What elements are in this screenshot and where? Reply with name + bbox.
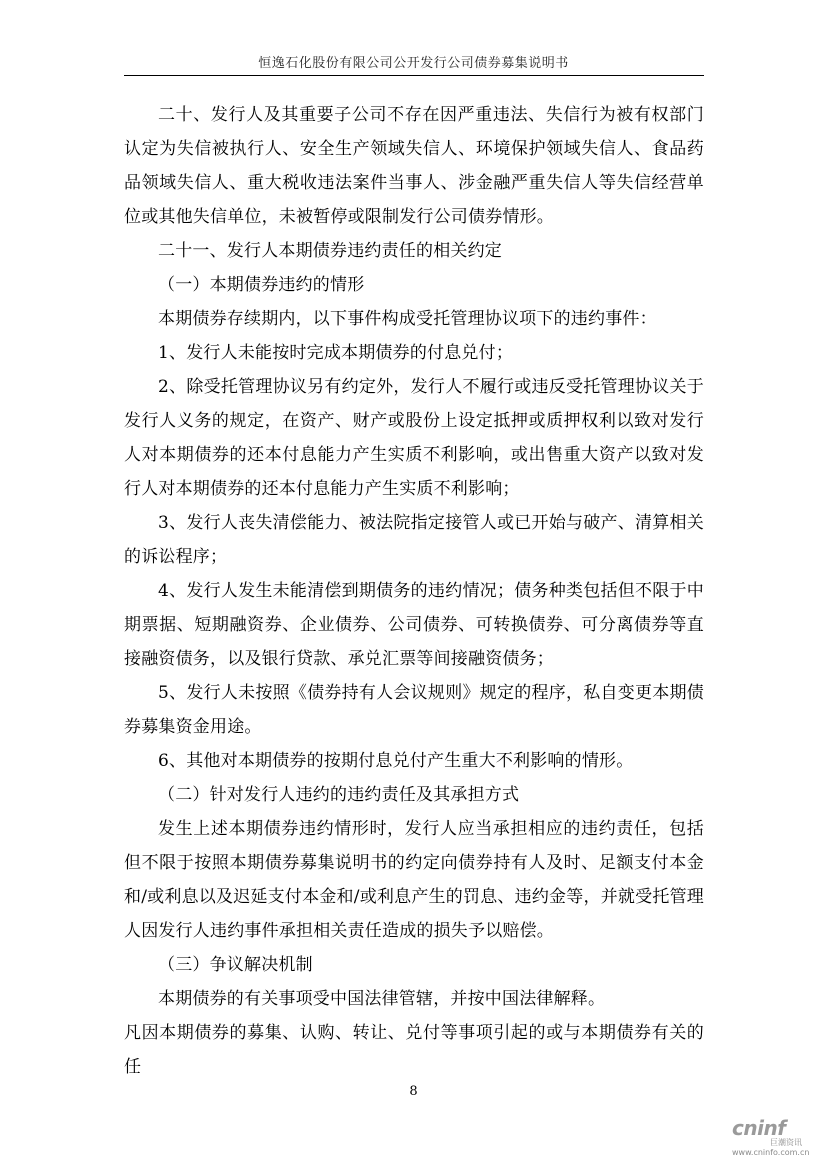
subsection-heading-2: （二）针对发行人违约的违约责任及其承担方式 <box>158 785 520 805</box>
list-item-2: 2、除受托管理协议另有约定外，发行人不履行或违反受托管理协议关于发行人义务的规定，在资产、财产或股份上设定抵押或质押权利以致对发行人对本期债券的还本付息能力产生实质不利影响，或出售重大资产以致对发行人对本期债券的还本付息能力产生实质不利影响； <box>124 377 704 499</box>
cninfo-watermark <box>732 1118 812 1162</box>
list-item-4: 4、发行人发生未能清偿到期债务的违约情况；债务种类包括但不限于中期票据、短期融资券、企业债券、公司债券、可转换债券、可分离债券等直接融资债务，以及银行贷款、承兑汇票等间接融资债务； <box>124 581 704 669</box>
document-body <box>124 98 704 1084</box>
list-item-6: 6、其他对本期债券的按期付息兑付产生重大不利影响的情形。 <box>158 751 634 771</box>
paragraph-dispute: 凡因本期债券的募集、认购、转让、兑付等事项引起的或与本期债券有关的任 <box>124 1023 704 1077</box>
paragraph-governing-law: 本期债券的有关事项受中国法律管辖，并按中国法律解释。 <box>158 989 606 1009</box>
paragraph-default-events-intro: 本期债券存续期内，以下事件构成受托管理协议项下的违约事件： <box>158 309 657 329</box>
list-item-1: 1、发行人未能按时完成本期债券的付息兑付； <box>158 343 514 363</box>
document-header-title: 恒逸石化股份有限公司公开发行公司债券募集说明书 <box>258 56 569 71</box>
subsection-heading-1: （一）本期债券违约的情形 <box>158 275 365 295</box>
section-heading-21: 二十一、发行人本期债券违约责任的相关约定 <box>158 241 502 261</box>
paragraph-liability: 发生上述本期债券违约情形时，发行人应当承担相应的违约责任，包括但不限于按照本期债券募集说明书的约定向债券持有人及时、足额支付本金和/或利息以及迟延支付本金和/或利息产生的罚息、违约金等，并就受托管理人因发行人违约事件承担相关责任造成的损失予以赔偿。 <box>124 819 704 941</box>
page-number: 8 <box>409 1084 418 1099</box>
paragraph-20: 二十、发行人及其重要子公司不存在因严重违法、失信行为被有权部门认定为失信被执行人、安全生产领域失信人、环境保护领域失信人、食品药品领域失信人、重大税收违法案件当事人、涉金融严重失信人等失信经营单位或其他失信单位，未被暂停或限制发行公司债券情形。 <box>124 105 704 227</box>
watermark-url: www.cninfo.com.cn <box>732 1148 810 1157</box>
list-item-5: 5、发行人未按照《债券持有人会议规则》规定的程序，私自变更本期债券募集资金用途。 <box>124 683 704 737</box>
header-rule <box>124 75 704 76</box>
watermark-cn-name: 巨潮资讯 <box>770 1138 802 1147</box>
list-item-3: 3、发行人丧失清偿能力、被法院指定接管人或已开始与破产、清算相关的诉讼程序； <box>124 513 704 567</box>
subsection-heading-3: （三）争议解决机制 <box>158 955 313 975</box>
cninfo-logo: cninf <box>732 1116 786 1140</box>
